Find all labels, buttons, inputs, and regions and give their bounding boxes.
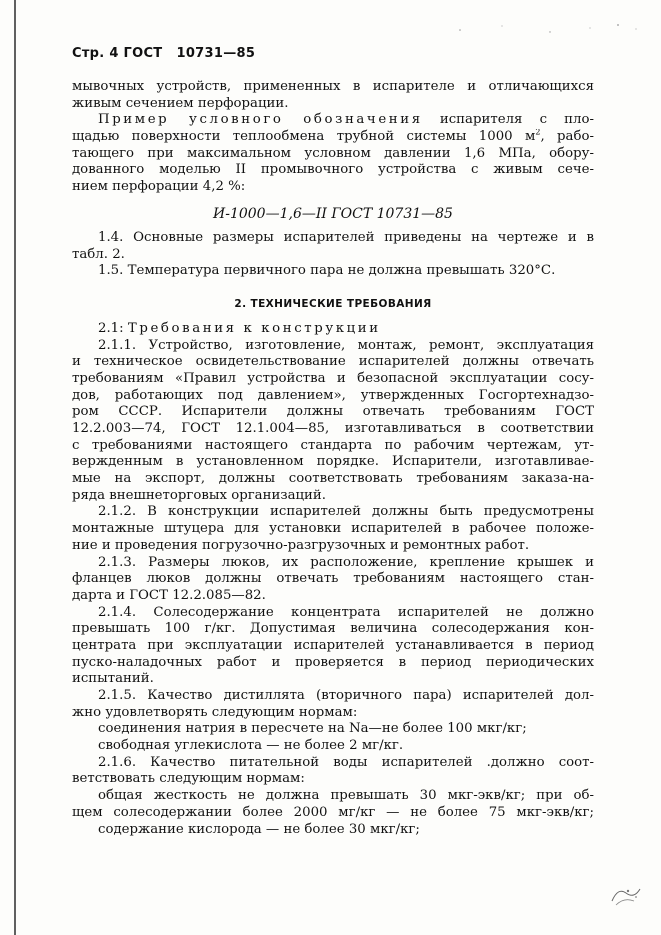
scan-edge-line [14,0,16,935]
subsection-2-1: 2.1: Требования к конструкции [98,320,381,336]
example-line: дованного моделью II промывочного устройства с живым сече- [72,162,594,178]
paragraph-line: 2.1.6. Качество питательной воды испарителей .должно соот- [98,754,594,770]
paragraph-line: с требованиями настоящего стандарта по рабочим чертежам, ут- [72,437,594,453]
paragraph-1-4-line: 1.4. Основные размеры испарителей приведены на чертеже и в [98,229,594,245]
page-header [72,46,255,61]
superscript: 2 [535,129,541,137]
paragraph-line: дов, работающих под давлением», утвержденных Госгортехнадзо- [72,387,594,403]
norm-line: общая жесткость не должна превышать 30 мкг-экв/кг; при об- [98,788,594,804]
designation-formula: И-1000—1,6—II ГОСТ 10731—85 [213,205,453,222]
standard-label: ГОСТ [123,46,163,61]
example-line: щадью поверхности теплообмена трубной системы 1000 $м^2$, рабо- [72,129,594,145]
norm-line: содержание кислорода — не более 30 мкг/кг; [98,821,420,837]
section-title: 2. ТЕХНИЧЕСКИЕ ТРЕБОВАНИЯ [234,297,432,310]
scan-specks [440,20,660,40]
document-body [72,79,594,838]
paragraph-line: вержденным в установленном порядке. Испарители, изготавливае- [72,454,594,470]
paragraph-line: ром СССР. Испарители должны отвечать требованиям ГОСТ [72,404,594,420]
paragraph-line: требованиям «Правил устройства и безопасной эксплуатации сосу- [72,370,594,386]
subsection-title: Требования к конструкции [127,320,381,336]
paragraph-line: монтажные штуцера для установки испарителей в рабочее положе- [72,521,594,537]
paragraph-line: 2.1.5. Качество дистиллята (вторичного пара) испарителей дол- [98,688,594,703]
paragraph-line: ние и проведения погрузочно-разгрузочных и ремонтных работ. [72,537,530,553]
paragraph-line: 2.1.2. В конструкции испарителей должны быть предусмотрены [98,504,594,520]
paragraph-line: испытаний. [72,671,154,687]
paragraph-line: мые на экспорт, должны соответствовать требованиям заказа-на- [72,471,594,487]
paragraph-line: фланцев люков должны отвечать требованиям настоящего стан- [72,571,594,587]
paragraph-line: пуско-наладочных работ и проверяется в период периодических [72,654,594,670]
paragraph-1-5: 1.5. Температура первичного пара не должна превышать 320°С. [98,263,556,279]
paragraph-line: и техническое освидетельствование испарителей должны отвечать [72,354,594,370]
paragraph-line: 12.2.003—74, ГОСТ 12.1.004—85, изготавливаться в соответствии [72,421,594,436]
standard-number: 10731—85 [176,46,256,61]
paragraph-line: 2.1.4. Солесодержание концентрата испарителей не должно [98,604,594,620]
paragraph-line: 2.1.1. Устройство, изготовление, монтаж, ремонт, эксплуатация [98,337,594,353]
page-number: Стр. 4 [72,46,119,61]
paragraph-line: 2.1.3. Размеры люков, их расположение, крепление крышек и [98,554,594,570]
paragraph-line: превышать 100 г/кг. Допустимая величина солесодержания кон- [72,621,594,637]
paragraph-line: жно удовлетворять следующим нормам: [72,704,358,720]
example-line: Пример условного обозначения испарителя с пло- [98,112,594,128]
norm-line: свободная углекислота — не более 2 мг/кг. [98,738,404,754]
intro-line: мывочных устройств, примененных в испарителе и отличающихся [72,79,594,94]
paragraph-line: центрата при эксплуатации испарителей устанавливается в период [72,637,594,653]
example-line: тающего при максимальном условном давлении 1,6 МПа, обору- [72,145,594,161]
archive-stamp-mark [606,879,646,909]
intro-line: живым сечением перфорации. [72,95,289,111]
paragraph-line: ряда внешнеторговых организаций. [72,487,327,503]
example-line: нием перфорации 4,2 %: [72,179,246,195]
paragraph-1-4-line: табл. 2. [72,246,125,262]
example-lead: Пример условного обозначения [98,112,423,128]
norm-line: щем солесодержании более 2000 мг/кг — не более 75 мкг-экв/кг; [72,804,594,820]
paragraph-line: ветствовать следующим нормам: [72,771,305,787]
norm-line: соединения натрия в пересчете на Na—не более 100 мкг/кг; [98,721,527,737]
paragraph-line: дарта и ГОСТ 12.2.085—82. [72,587,266,603]
